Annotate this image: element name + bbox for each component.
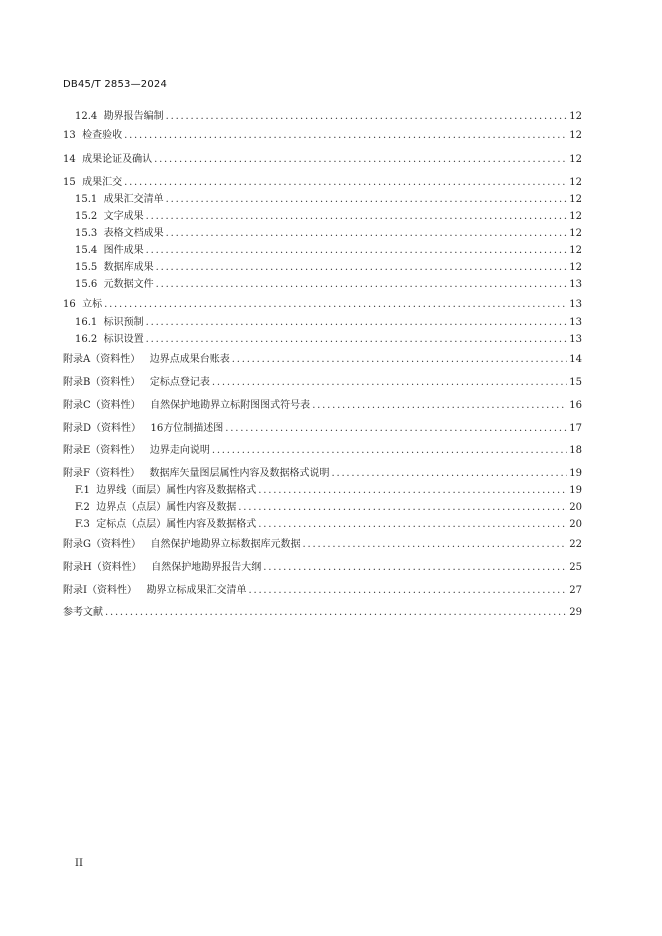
leader-dots [303,538,568,552]
toc-label: 附录F（资料性） 数据库矢量图层属性内容及数据格式说明 [63,468,330,479]
toc-label: 16 立标 [63,299,103,310]
toc-label: 附录G（资料性） 自然保护地勘界立标数据库元数据 [63,539,301,550]
toc-page-number: 25 [569,562,582,573]
toc-page-number: 17 [569,423,582,434]
toc-page-number: 15 [569,377,582,388]
toc-label: 附录C（资料性） 自然保护地勘界立标附图图式符号表 [63,400,311,411]
toc-entry[interactable] [75,242,582,258]
toc-entry[interactable] [75,276,582,292]
leader-dots [104,298,567,312]
leader-dots [258,518,567,532]
toc-page-number: 14 [569,354,582,365]
toc-page-number: 12 [569,262,582,273]
toc-page-number: 19 [569,485,582,496]
toc-label: 16.1 标识预制 [75,317,144,328]
toc-page-number: 27 [569,585,582,596]
document-code: DB45/T 2853—2024 [63,79,168,90]
toc-page-number: 12 [569,211,582,222]
leader-dots [146,210,568,224]
leader-dots [258,484,567,498]
toc-entry[interactable] [75,225,582,241]
toc-label: 15.2 文字成果 [75,211,144,222]
leader-dots [331,467,567,481]
toc-label: 附录B（资料性） 定标点登记表 [63,377,210,388]
toc-entry[interactable] [63,151,582,167]
toc-entry[interactable] [75,314,582,330]
toc-entry[interactable] [63,420,582,436]
toc-page-number: 12 [569,194,582,205]
toc-page-number: 29 [569,607,582,618]
leader-dots [263,561,567,575]
toc-entry[interactable] [75,208,582,224]
toc-entry[interactable] [63,397,582,413]
toc-page-number: 20 [569,519,582,530]
toc-entry[interactable] [63,559,582,575]
toc-entry[interactable] [63,582,582,598]
toc-label: 附录I（资料性） 勘界立标成果汇交清单 [63,585,247,596]
toc-page-number: 12 [569,177,582,188]
toc-entry[interactable] [75,191,582,207]
toc-entry[interactable] [75,516,582,532]
toc-entry[interactable] [63,351,582,367]
toc-label: F.3 定标点（点层）属性内容及数据格式 [75,519,257,530]
leader-dots [212,444,567,458]
toc-label: 附录E（资料性） 边界走向说明 [63,445,210,456]
toc-entry[interactable] [63,604,582,620]
toc-entry[interactable] [75,499,582,515]
toc-label: 附录H（资料性） 自然保护地勘界报告大纲 [63,562,262,573]
leader-dots [146,244,568,258]
leader-dots [105,606,567,620]
toc-page-number: 12 [569,245,582,256]
toc-page-number: 22 [569,539,582,550]
toc-entry[interactable] [75,108,582,124]
toc-label: F.1 边界线（面层）属性内容及数据格式 [75,485,257,496]
toc-label: 12.4 勘界报告编制 [75,111,164,122]
leader-dots [232,353,568,367]
leader-dots [156,261,568,275]
leader-dots [249,584,568,598]
page-number: II [75,858,83,869]
toc-label: 13 检查验收 [63,130,123,141]
toc-label: 参考文献 [63,607,103,618]
toc-page-number: 13 [569,279,582,290]
toc-entry[interactable] [75,331,582,347]
toc-label: 15.4 图件成果 [75,245,144,256]
toc-label: 15.3 表格文档成果 [75,228,164,239]
toc-entry[interactable] [75,482,582,498]
toc-entry[interactable] [63,374,582,390]
toc-label: 16.2 标识设置 [75,334,144,345]
leader-dots [124,176,567,190]
toc-page-number: 12 [569,154,582,165]
toc-label: 15.5 数据库成果 [75,262,154,273]
toc-page-number: 16 [569,400,582,411]
toc-page-number: 12 [569,228,582,239]
leader-dots [146,316,568,330]
toc-label: 15.1 成果汇交清单 [75,194,164,205]
leader-dots [312,399,567,413]
toc-label: 附录D（资料性） 16方位制描述图 [63,423,224,434]
toc-entry[interactable] [63,536,582,552]
toc-page-number: 13 [569,299,582,310]
leader-dots [166,110,568,124]
toc-label: 15.6 元数据文件 [75,279,154,290]
toc-entry[interactable] [75,259,582,275]
toc-entry[interactable] [63,465,582,481]
toc-entry[interactable] [63,442,582,458]
toc-entry[interactable] [63,174,582,190]
leader-dots [146,333,568,347]
toc-label: 附录A（资料性） 边界点成果台账表 [63,354,230,365]
toc-entry[interactable] [63,296,582,312]
toc-page-number: 12 [569,111,582,122]
toc-label: 15 成果汇交 [63,177,123,188]
toc-label: F.2 边界点（点层）属性内容及数据 [75,502,237,513]
leader-dots [156,278,568,292]
toc-page-number: 13 [569,317,582,328]
toc-page-number: 12 [569,130,582,141]
leader-dots [225,422,567,436]
leader-dots [166,193,568,207]
leader-dots [124,129,567,143]
toc-page-number: 20 [569,502,582,513]
toc-page-number: 13 [569,334,582,345]
toc-page-number: 18 [569,445,582,456]
leader-dots [154,153,567,167]
toc-page-number: 19 [569,468,582,479]
leader-dots [212,376,567,390]
leader-dots [166,227,568,241]
leader-dots [238,501,567,515]
toc-label: 14 成果论证及确认 [63,154,153,165]
toc-entry[interactable] [63,127,582,143]
